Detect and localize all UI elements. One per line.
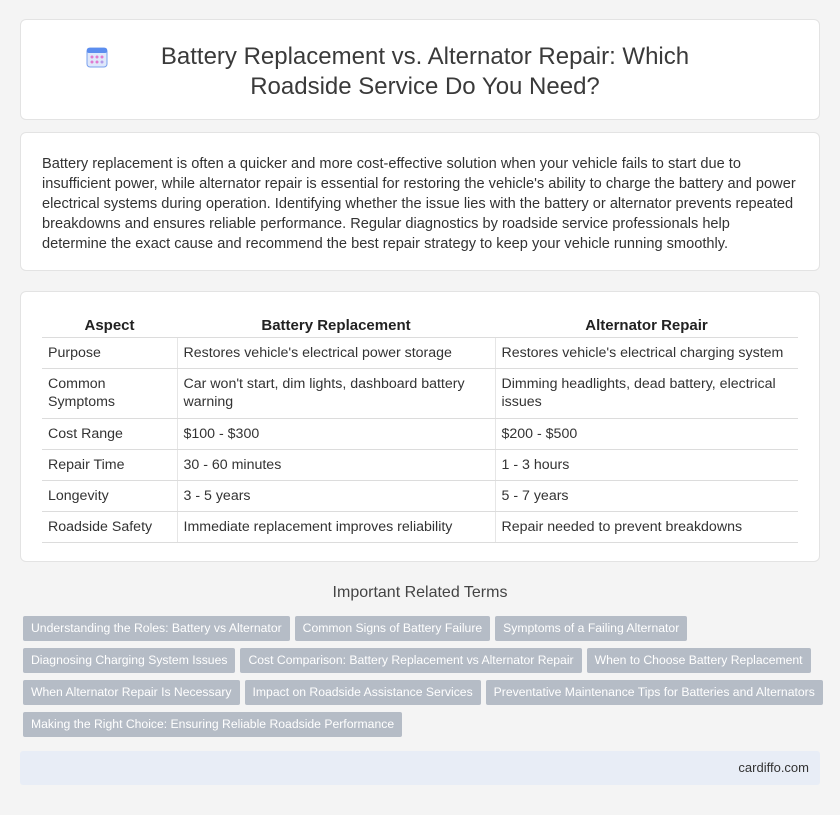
related-term-tag[interactable]: Diagnosing Charging System Issues: [23, 648, 235, 673]
table-cell: 3 - 5 years: [177, 480, 495, 511]
table-header-row: [42, 315, 798, 337]
table-cell: Dimming headlights, dead battery, electrical issues: [495, 368, 798, 418]
table-row: [42, 337, 798, 368]
related-term-tag[interactable]: Preventative Maintenance Tips for Batteries and Alternators: [486, 680, 823, 705]
related-term-tag[interactable]: When Alternator Repair Is Necessary: [23, 680, 240, 705]
table-row: [42, 511, 798, 542]
related-term-tag[interactable]: Understanding the Roles: Battery vs Alternator: [23, 616, 290, 641]
comparison-table: [42, 315, 798, 543]
table-row: [42, 480, 798, 511]
footer-site-link[interactable]: cardiffo.com: [738, 760, 809, 775]
related-term-tag[interactable]: Impact on Roadside Assistance Services: [245, 680, 481, 705]
related-term-tag[interactable]: Making the Right Choice: Ensuring Reliable Roadside Performance: [23, 712, 402, 737]
intro-card: [20, 132, 820, 271]
table-cell: Cost Range: [42, 418, 177, 449]
table-cell: Repair Time: [42, 449, 177, 480]
table-cell: 30 - 60 minutes: [177, 449, 495, 480]
related-term-tag[interactable]: When to Choose Battery Replacement: [587, 648, 811, 673]
table-cell: Longevity: [42, 480, 177, 511]
table-row: [42, 368, 798, 418]
comparison-card: [20, 291, 820, 562]
table-cell: Restores vehicle's electrical charging system: [495, 337, 798, 368]
table-cell: Immediate replacement improves reliability: [177, 511, 495, 542]
footer: [20, 751, 820, 785]
table-cell: Repair needed to prevent breakdowns: [495, 511, 798, 542]
table-cell: $200 - $500: [495, 418, 798, 449]
table-cell: Roadside Safety: [42, 511, 177, 542]
related-term-tag[interactable]: Symptoms of a Failing Alternator: [495, 616, 687, 641]
header-card: [20, 19, 820, 120]
header-aspect: Aspect: [42, 315, 177, 337]
page-title: Battery Replacement vs. Alternator Repair: Which Roadside Service Do You Need?: [160, 43, 690, 100]
table-cell: Restores vehicle's electrical power storage: [177, 337, 495, 368]
table-row: [42, 449, 798, 480]
header-battery: Battery Replacement: [177, 315, 495, 337]
intro-paragraph: Battery replacement is often a quicker and more cost-effective solution when your vehicle fails to start due to insufficient power, while alternator repair is essential for restoring the vehicle's ability to charge the battery and power electrical systems during operation. Identifying whether the issue lies with the battery or alternator prevents repeated breakdowns and ensures reliable performance. Regular diagnostics by roadside service professionals help determine the exact cause and recommend the best repair strategy to keep your vehicle running smoothly.: [42, 156, 796, 252]
table-cell: 1 - 3 hours: [495, 449, 798, 480]
table-cell: Car won't start, dim lights, dashboard battery warning: [177, 368, 495, 418]
header-alternator: Alternator Repair: [495, 315, 798, 337]
table-cell: Common Symptoms: [42, 368, 177, 418]
related-terms-list: [23, 616, 823, 744]
related-term-tag[interactable]: Cost Comparison: Battery Replacement vs Alternator Repair: [240, 648, 581, 673]
related-terms-title: Important Related Terms: [332, 584, 508, 601]
table-cell: Purpose: [42, 337, 177, 368]
related-term-tag[interactable]: Common Signs of Battery Failure: [295, 616, 491, 641]
table-row: [42, 418, 798, 449]
table-cell: 5 - 7 years: [495, 480, 798, 511]
table-cell: $100 - $300: [177, 418, 495, 449]
